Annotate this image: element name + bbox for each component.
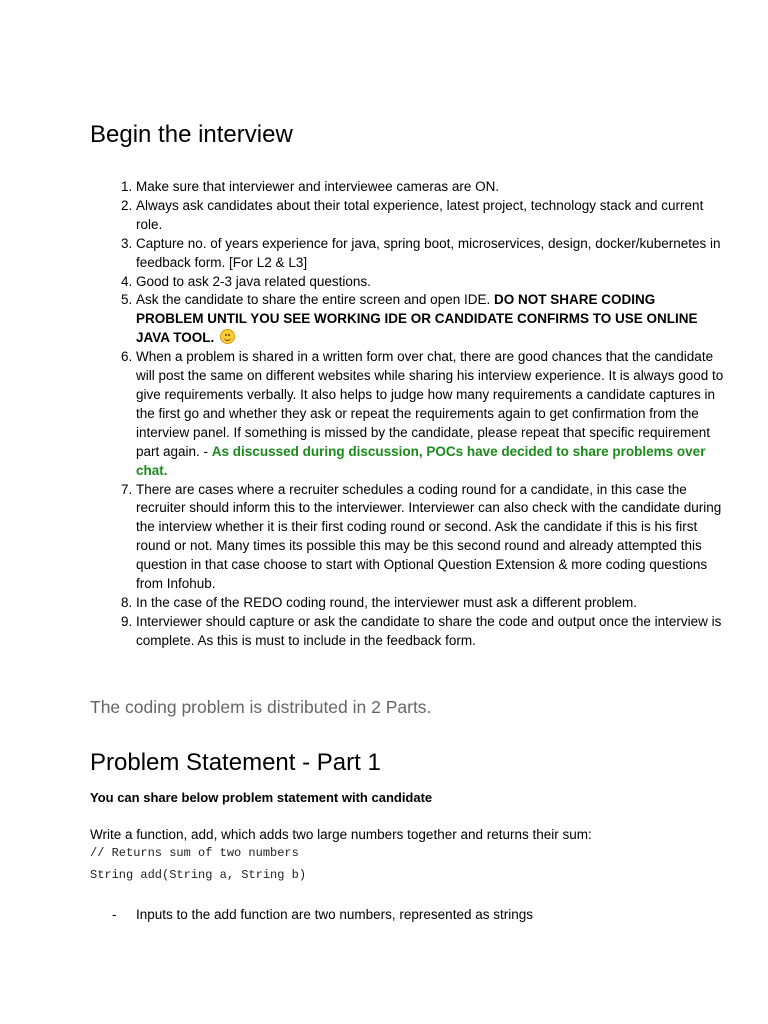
dash-marker: -	[112, 907, 117, 922]
step-text: Interviewer should capture or ask the candidate to share the code and output once the interview is complete. As this is must to include in the feedback form.	[136, 613, 722, 648]
step-text: In the case of the REDO coding round, the interviewer must ask a different problem.	[136, 594, 638, 610]
section-subtitle: The coding problem is distributed in 2 Parts.	[90, 697, 432, 717]
step-text: Always ask candidates about their total experience, latest project, technology stack and current role.	[136, 197, 704, 232]
step-warning-bold: DO NOT SHARE CODING PROBLEM UNTIL YOU SEE WORKING IDE OR CANDIDATE CONFIRMS TO USE ONLINE JAVA TOOL.	[136, 292, 698, 346]
step-text: Capture no. of years experience for java, spring boot, microservices, design, docker/kubernetes in feedback form. [For L2 & L3]	[136, 235, 721, 270]
code-signature: String add(String a, String b)	[90, 868, 307, 882]
step-item	[136, 178, 726, 197]
step-item	[136, 613, 726, 651]
step-text: Make sure that interviewer and interviewee cameras are ON.	[136, 179, 500, 194]
step-text: Ask the candidate to share the entire screen and open IDE.	[136, 292, 494, 308]
step-item	[136, 348, 726, 480]
problem-intro: Write a function, add, which adds two large numbers together and returns their sum:	[90, 827, 592, 842]
slightly-smiling-face-icon	[220, 329, 235, 344]
step-item	[136, 594, 726, 613]
step-item	[136, 291, 726, 348]
share-note: You can share below problem statement with candidate	[90, 790, 433, 805]
step-item	[136, 197, 726, 235]
interview-steps-list	[91, 178, 726, 651]
step-item	[136, 273, 726, 292]
step-text: When a problem is shared in a written form over chat, there are good chances that the candidate will post the same on different websites while sharing his interview experience. It is always good to give requirements verbally. It also helps to judge how many requirements a candidate captures in the first go and whether they ask or repeat the requirements again to get confirmation from the interview panel. If something is missed by the candidate, please repeat that specific requirement part again. -	[136, 349, 724, 459]
step-item	[136, 235, 726, 273]
step-green-note: As discussed during discussion, POCs have decided to share problems over chat.	[136, 443, 706, 478]
heading-problem-statement: Problem Statement - Part 1	[90, 749, 381, 776]
code-comment: // Returns sum of two numbers	[90, 846, 299, 860]
step-text: Good to ask 2-3 java related questions.	[136, 273, 371, 289]
step-text: There are cases where a recruiter schedules a coding round for a candidate, in this case the recruiter should inform this to the interviewer. Interviewer can also check with the candidate during the interview whether it is their first coding round or second. Ask the candidate if this is his first round or not. Many times its possible this may be this second round and already attempted this question in that case choose to start with Optional Question Extension & more coding questions from Infohub.	[136, 481, 722, 592]
requirements-list	[112, 906, 533, 924]
list-item-text: Inputs to the add function are two numbers, represented as strings	[136, 907, 533, 922]
step-item	[136, 481, 726, 594]
list-item	[112, 906, 533, 924]
heading-begin-interview: Begin the interview	[90, 121, 293, 148]
